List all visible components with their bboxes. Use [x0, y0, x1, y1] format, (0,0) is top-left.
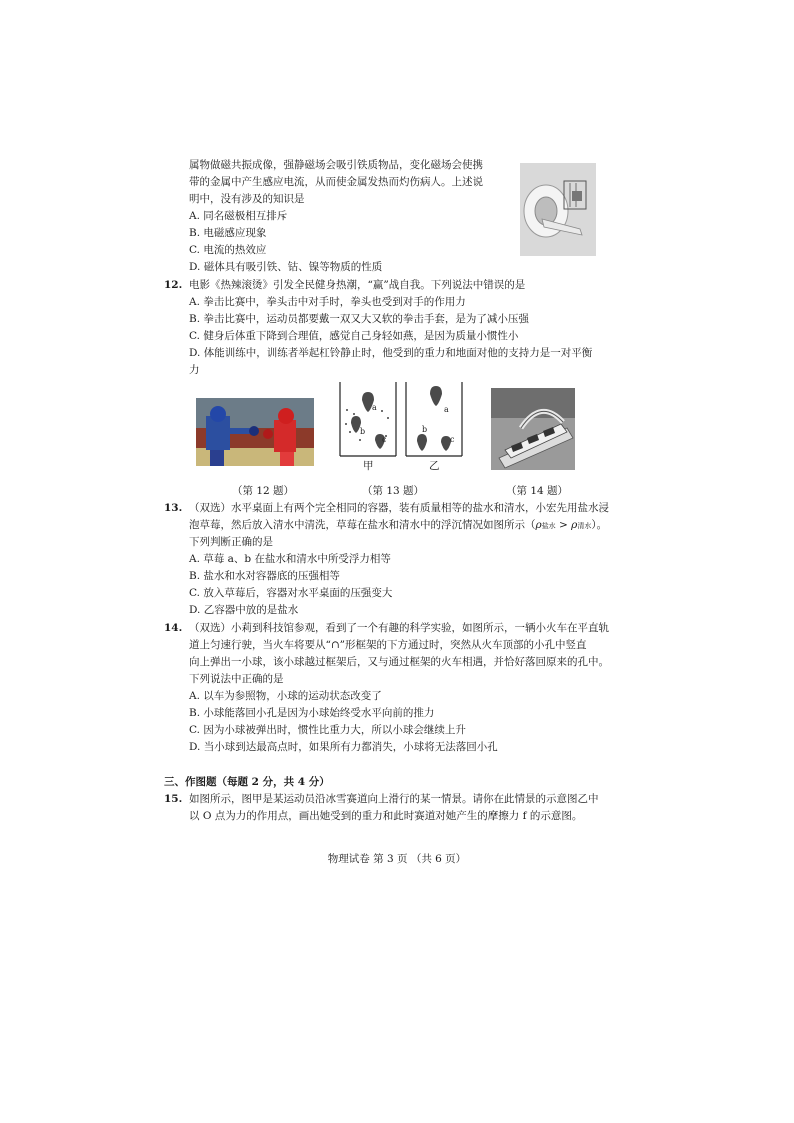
- beaker-yi-label-c: c: [450, 435, 455, 444]
- q15-line-1: 如图所示，图甲是某运动员沿冰雪赛道向上滑行的某一情景。请你在此情景的示意图乙中: [189, 793, 599, 805]
- q12-option-c: C. 健身后体重下降到合理值，感觉自己身轻如燕，是因为质量小惯性小: [189, 330, 519, 342]
- q11-line-1: 属物做磁共振成像，强静磁场会吸引铁质物品，变化磁场会使携: [189, 159, 483, 171]
- rho-symbol-2: ρ: [571, 519, 578, 531]
- q14-line-1: （双选）小莉到科技馆参观，看到了一个有趣的科学实验，如图所示，一辆小火车在平直轨: [189, 622, 609, 634]
- q11-option-b: B. 电磁感应现象: [189, 227, 267, 239]
- caption-q13: （第 13 题）: [362, 485, 425, 497]
- rho-sub-water: 清水: [577, 522, 592, 530]
- q12-stem: 电影《热辣滚烫》引发全民健身热潮，“赢”战自我。下列说法中错误的是: [189, 279, 526, 291]
- q11-line-2: 带的金属中产生感应电流，从而使金属发热而灼伤病人。上述说: [189, 176, 483, 188]
- beaker-yi-caption: 乙: [429, 460, 440, 472]
- q13-stem-line2-pre: 泡草莓，然后放入清水中清洗，草莓在盐水和清水中的浮沉情况如图所示（: [189, 519, 536, 531]
- q13-option-b: B. 盐水和水对容器底的压强相等: [189, 570, 340, 582]
- q13-option-d: D. 乙容器中放的是盐水: [189, 604, 299, 616]
- q12-option-a: A. 拳击比赛中，拳头击中对手时，拳头也受到对手的作用力: [189, 296, 466, 308]
- q11-line-3: 明中，没有涉及的知识是: [189, 193, 305, 205]
- q13-option-c: C. 放入草莓后，容器对水平桌面的压强变大: [189, 587, 393, 599]
- q14-option-c: C. 因为小球被弹出时，惯性比重力大，所以小球会继续上升: [189, 724, 466, 736]
- caption-q14: （第 14 题）: [506, 485, 569, 497]
- q13-stem-line2-post: ）。: [591, 519, 608, 531]
- beaker-jia-label-b: b: [360, 427, 366, 436]
- caption-q12: （第 12 题）: [232, 485, 295, 497]
- rho-sub-salt: 盐水: [541, 522, 556, 530]
- q13-option-a: A. 草莓 a、b 在盐水和清水中所受浮力相等: [189, 553, 391, 565]
- section-3-title: 三、作图题（每题 2 分，共 4 分）: [164, 776, 330, 788]
- beaker-jia-label-a: a: [372, 403, 377, 412]
- beaker-jia-label-c: c: [382, 435, 387, 444]
- q11-option-c: C. 电流的热效应: [189, 244, 267, 256]
- q14-line-4: 下列说法中正确的是: [189, 673, 284, 685]
- beaker-jia-diagram: [338, 380, 398, 460]
- q13-stem-line3: 下列判断正确的是: [189, 536, 273, 548]
- rho-symbol: ρ: [535, 519, 542, 531]
- q14-number: 14.: [164, 622, 183, 634]
- q12-option-b: B. 拳击比赛中，运动员都要戴一双又大又软的拳击手套，是为了减小压强: [189, 313, 529, 325]
- q13-stem-line2: [189, 517, 607, 535]
- boxing-photo: [196, 398, 314, 466]
- q13-stem-line1: （双选）水平桌面上有两个完全相同的容器，装有质量相等的盐水和清水，小宏先用盐水浸: [189, 502, 609, 514]
- mri-machine-image: [520, 163, 596, 256]
- beaker-yi-label-a: a: [444, 405, 449, 414]
- q15-number: 15.: [164, 793, 183, 805]
- q12-number: 12.: [164, 279, 183, 291]
- q12-option-d-cont: 力: [189, 364, 200, 376]
- q14-option-a: A. 以车为参照物，小球的运动状态改变了: [189, 690, 382, 702]
- q15-line-2: 以 O 点为力的作用点，画出她受到的重力和此时赛道对她产生的摩擦力 f 的示意图。: [189, 810, 583, 822]
- q11-option-d: D. 磁体具有吸引铁、钴、镍等物质的性质: [189, 261, 383, 273]
- page-footer: 物理试卷 第 3 页 （共 6 页）: [327, 853, 467, 865]
- beaker-yi-diagram: [404, 380, 464, 460]
- beaker-jia-caption: 甲: [363, 460, 374, 472]
- q12-option-d: D. 体能训练中，训练者举起杠铃静止时，他受到的重力和地面对他的支持力是一对平衡: [189, 347, 593, 359]
- q14-option-b: B. 小球能落回小孔是因为小球始终受水平向前的推力: [189, 707, 435, 719]
- train-photo: [491, 388, 575, 470]
- q13-number: 13.: [164, 502, 183, 514]
- q11-option-a: A. 同名磁极相互排斥: [189, 210, 288, 222]
- q14-option-d: D. 当小球到达最高点时，如果所有力都消失，小球将无法落回小孔: [189, 741, 498, 753]
- gt-symbol: >: [555, 519, 572, 531]
- q14-line-2: 道上匀速行驶，当火车将要从“∩”形框架的下方通过时，突然从火车顶部的小孔中竖直: [189, 639, 587, 651]
- beaker-yi-label-b: b: [422, 425, 428, 434]
- q14-line-3: 向上弹出一小球，该小球越过框架后，又与通过框架的火车相遇，并恰好落回原来的孔中。: [189, 656, 609, 668]
